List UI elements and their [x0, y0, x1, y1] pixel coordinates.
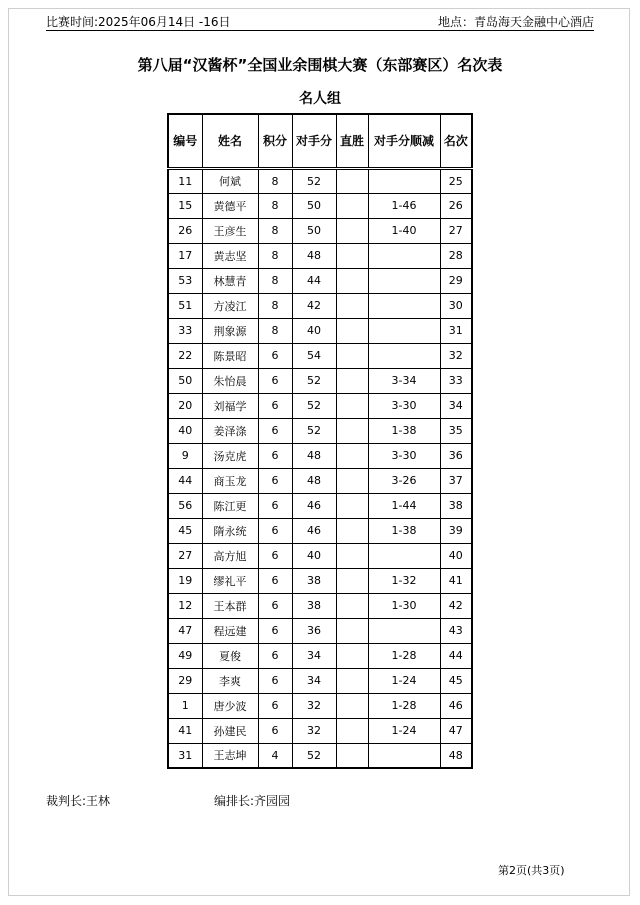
cell-number: 19	[168, 568, 202, 593]
cell-name: 缪礼平	[202, 568, 258, 593]
cell-rank: 28	[440, 243, 472, 268]
cell-progressive-score: 1-44	[368, 493, 440, 518]
cell-opponent-score: 40	[292, 318, 336, 343]
arranger: 编排长:齐园园	[214, 794, 291, 808]
cell-number: 9	[168, 443, 202, 468]
cell-name: 王彦生	[202, 218, 258, 243]
col-header-progressive-score: 对手分顺减	[368, 114, 440, 168]
table-row	[168, 543, 472, 568]
cell-progressive-score: 1-24	[368, 668, 440, 693]
match-time: 比赛时间:2025年06月14日 -16日	[46, 15, 231, 29]
cell-number: 45	[168, 518, 202, 543]
cell-name: 商玉龙	[202, 468, 258, 493]
table-row	[168, 518, 472, 543]
cell-name: 黄德平	[202, 193, 258, 218]
cell-rank: 48	[440, 743, 472, 768]
cell-opponent-score: 50	[292, 218, 336, 243]
cell-rank: 26	[440, 193, 472, 218]
cell-name: 高方旭	[202, 543, 258, 568]
cell-rank: 40	[440, 543, 472, 568]
chief-referee: 裁判长:王林	[46, 794, 111, 808]
cell-progressive-score: 1-28	[368, 693, 440, 718]
col-header-head-to-head: 直胜	[336, 114, 368, 168]
cell-head-to-head	[336, 168, 368, 193]
cell-rank: 36	[440, 443, 472, 468]
cell-score: 6	[258, 443, 292, 468]
cell-number: 11	[168, 168, 202, 193]
cell-head-to-head	[336, 243, 368, 268]
cell-score: 6	[258, 618, 292, 643]
cell-head-to-head	[336, 518, 368, 543]
table-row	[168, 593, 472, 618]
cell-opponent-score: 54	[292, 343, 336, 368]
cell-head-to-head	[336, 368, 368, 393]
cell-number: 49	[168, 643, 202, 668]
col-header-opponent-score: 对手分	[292, 114, 336, 168]
cell-head-to-head	[336, 293, 368, 318]
cell-opponent-score: 34	[292, 668, 336, 693]
cell-progressive-score: 1-38	[368, 418, 440, 443]
cell-opponent-score: 52	[292, 168, 336, 193]
cell-name: 荆象源	[202, 318, 258, 343]
cell-score: 4	[258, 743, 292, 768]
cell-opponent-score: 44	[292, 268, 336, 293]
cell-rank: 42	[440, 593, 472, 618]
table-row	[168, 693, 472, 718]
cell-head-to-head	[336, 543, 368, 568]
cell-head-to-head	[336, 718, 368, 743]
cell-head-to-head	[336, 343, 368, 368]
col-header-name: 姓名	[202, 114, 258, 168]
cell-score: 6	[258, 493, 292, 518]
cell-score: 6	[258, 368, 292, 393]
cell-progressive-score	[368, 343, 440, 368]
cell-opponent-score: 52	[292, 393, 336, 418]
cell-name: 夏俊	[202, 643, 258, 668]
cell-number: 15	[168, 193, 202, 218]
cell-number: 44	[168, 468, 202, 493]
cell-head-to-head	[336, 618, 368, 643]
table-row	[168, 668, 472, 693]
cell-opponent-score: 38	[292, 568, 336, 593]
cell-opponent-score: 32	[292, 718, 336, 743]
cell-rank: 44	[440, 643, 472, 668]
cell-rank: 37	[440, 468, 472, 493]
cell-rank: 34	[440, 393, 472, 418]
cell-progressive-score	[368, 618, 440, 643]
cell-number: 41	[168, 718, 202, 743]
col-header-number: 编号	[168, 114, 202, 168]
cell-head-to-head	[336, 593, 368, 618]
cell-progressive-score	[368, 543, 440, 568]
table-row	[168, 243, 472, 268]
cell-head-to-head	[336, 318, 368, 343]
cell-opponent-score: 48	[292, 443, 336, 468]
cell-progressive-score: 1-24	[368, 718, 440, 743]
table-row	[168, 493, 472, 518]
cell-score: 6	[258, 393, 292, 418]
cell-rank: 31	[440, 318, 472, 343]
cell-rank: 39	[440, 518, 472, 543]
document-title: 第八届“汉酱杯”全国业余围棋大赛（东部赛区）名次表	[137, 56, 503, 74]
cell-progressive-score: 1-40	[368, 218, 440, 243]
cell-progressive-score: 1-38	[368, 518, 440, 543]
cell-rank: 32	[440, 343, 472, 368]
cell-progressive-score: 1-46	[368, 193, 440, 218]
cell-name: 王志坤	[202, 743, 258, 768]
cell-opponent-score: 48	[292, 468, 336, 493]
cell-progressive-score: 3-30	[368, 443, 440, 468]
table-row	[168, 643, 472, 668]
cell-opponent-score: 40	[292, 543, 336, 568]
cell-rank: 27	[440, 218, 472, 243]
table-row	[168, 743, 472, 768]
cell-number: 56	[168, 493, 202, 518]
cell-number: 20	[168, 393, 202, 418]
cell-head-to-head	[336, 568, 368, 593]
table-row	[168, 393, 472, 418]
col-header-rank: 名次	[440, 114, 472, 168]
col-header-score: 积分	[258, 114, 292, 168]
cell-rank: 30	[440, 293, 472, 318]
cell-rank: 43	[440, 618, 472, 643]
cell-name: 朱怡晨	[202, 368, 258, 393]
cell-opponent-score: 34	[292, 643, 336, 668]
cell-rank: 25	[440, 168, 472, 193]
cell-progressive-score: 1-30	[368, 593, 440, 618]
cell-opponent-score: 36	[292, 618, 336, 643]
cell-name: 陈江更	[202, 493, 258, 518]
table-row	[168, 218, 472, 243]
cell-opponent-score: 46	[292, 518, 336, 543]
cell-score: 6	[258, 693, 292, 718]
cell-head-to-head	[336, 193, 368, 218]
cell-progressive-score: 3-26	[368, 468, 440, 493]
cell-score: 6	[258, 668, 292, 693]
cell-progressive-score: 1-28	[368, 643, 440, 668]
table-row	[168, 368, 472, 393]
cell-score: 8	[258, 218, 292, 243]
cell-progressive-score: 3-30	[368, 393, 440, 418]
cell-number: 51	[168, 293, 202, 318]
cell-number: 31	[168, 743, 202, 768]
cell-name: 陈景昭	[202, 343, 258, 368]
cell-name: 孙建民	[202, 718, 258, 743]
table-row	[168, 468, 472, 493]
table-row	[168, 443, 472, 468]
cell-name: 刘福学	[202, 393, 258, 418]
cell-name: 李爽	[202, 668, 258, 693]
cell-opponent-score: 48	[292, 243, 336, 268]
cell-head-to-head	[336, 643, 368, 668]
cell-name: 林慧青	[202, 268, 258, 293]
cell-score: 6	[258, 718, 292, 743]
cell-rank: 47	[440, 718, 472, 743]
cell-name: 何斌	[202, 168, 258, 193]
cell-head-to-head	[336, 693, 368, 718]
cell-name: 隋永统	[202, 518, 258, 543]
cell-score: 8	[258, 168, 292, 193]
cell-progressive-score	[368, 168, 440, 193]
cell-score: 6	[258, 343, 292, 368]
group-title: 名人组	[299, 91, 341, 107]
cell-rank: 33	[440, 368, 472, 393]
table-row	[168, 418, 472, 443]
cell-head-to-head	[336, 268, 368, 293]
cell-number: 12	[168, 593, 202, 618]
cell-number: 53	[168, 268, 202, 293]
cell-opponent-score: 38	[292, 593, 336, 618]
cell-score: 8	[258, 268, 292, 293]
cell-score: 8	[258, 193, 292, 218]
cell-head-to-head	[336, 393, 368, 418]
cell-rank: 41	[440, 568, 472, 593]
cell-head-to-head	[336, 743, 368, 768]
table-row	[168, 343, 472, 368]
cell-opponent-score: 52	[292, 368, 336, 393]
table-row	[168, 293, 472, 318]
page-header	[46, 12, 594, 31]
venue: 地点：青岛海天金融中心酒店	[437, 15, 594, 29]
table-row	[168, 193, 472, 218]
cell-number: 22	[168, 343, 202, 368]
cell-rank: 29	[440, 268, 472, 293]
cell-progressive-score	[368, 293, 440, 318]
cell-number: 50	[168, 368, 202, 393]
cell-number: 33	[168, 318, 202, 343]
cell-progressive-score	[368, 743, 440, 768]
standings-table	[167, 113, 473, 769]
cell-score: 6	[258, 593, 292, 618]
cell-opponent-score: 50	[292, 193, 336, 218]
cell-opponent-score: 46	[292, 493, 336, 518]
cell-progressive-score	[368, 268, 440, 293]
table-header-row	[168, 114, 472, 168]
cell-name: 王本群	[202, 593, 258, 618]
table-row	[168, 168, 472, 193]
cell-number: 1	[168, 693, 202, 718]
cell-rank: 35	[440, 418, 472, 443]
cell-score: 6	[258, 418, 292, 443]
cell-head-to-head	[336, 493, 368, 518]
cell-rank: 46	[440, 693, 472, 718]
table-row	[168, 718, 472, 743]
cell-rank: 38	[440, 493, 472, 518]
cell-number: 27	[168, 543, 202, 568]
table-row	[168, 318, 472, 343]
cell-rank: 45	[440, 668, 472, 693]
cell-number: 47	[168, 618, 202, 643]
page-number: 第2页(共3页)	[498, 864, 565, 877]
table-row	[168, 268, 472, 293]
table-body	[168, 168, 472, 768]
table-row	[168, 618, 472, 643]
cell-name: 方凌江	[202, 293, 258, 318]
cell-name: 唐少波	[202, 693, 258, 718]
cell-score: 6	[258, 643, 292, 668]
cell-score: 8	[258, 293, 292, 318]
cell-number: 40	[168, 418, 202, 443]
cell-head-to-head	[336, 418, 368, 443]
cell-name: 汤克虎	[202, 443, 258, 468]
cell-name: 黄志坚	[202, 243, 258, 268]
cell-opponent-score: 42	[292, 293, 336, 318]
cell-progressive-score	[368, 243, 440, 268]
cell-head-to-head	[336, 468, 368, 493]
cell-progressive-score: 1-32	[368, 568, 440, 593]
cell-number: 29	[168, 668, 202, 693]
cell-head-to-head	[336, 443, 368, 468]
cell-head-to-head	[336, 218, 368, 243]
cell-number: 17	[168, 243, 202, 268]
cell-head-to-head	[336, 668, 368, 693]
cell-score: 6	[258, 518, 292, 543]
cell-number: 26	[168, 218, 202, 243]
cell-score: 6	[258, 568, 292, 593]
cell-progressive-score: 3-34	[368, 368, 440, 393]
cell-opponent-score: 32	[292, 693, 336, 718]
cell-score: 8	[258, 243, 292, 268]
table-row	[168, 568, 472, 593]
cell-name: 姜泽涤	[202, 418, 258, 443]
cell-opponent-score: 52	[292, 418, 336, 443]
cell-score: 8	[258, 318, 292, 343]
cell-name: 程远建	[202, 618, 258, 643]
cell-opponent-score: 52	[292, 743, 336, 768]
cell-score: 6	[258, 543, 292, 568]
cell-score: 6	[258, 468, 292, 493]
cell-progressive-score	[368, 318, 440, 343]
